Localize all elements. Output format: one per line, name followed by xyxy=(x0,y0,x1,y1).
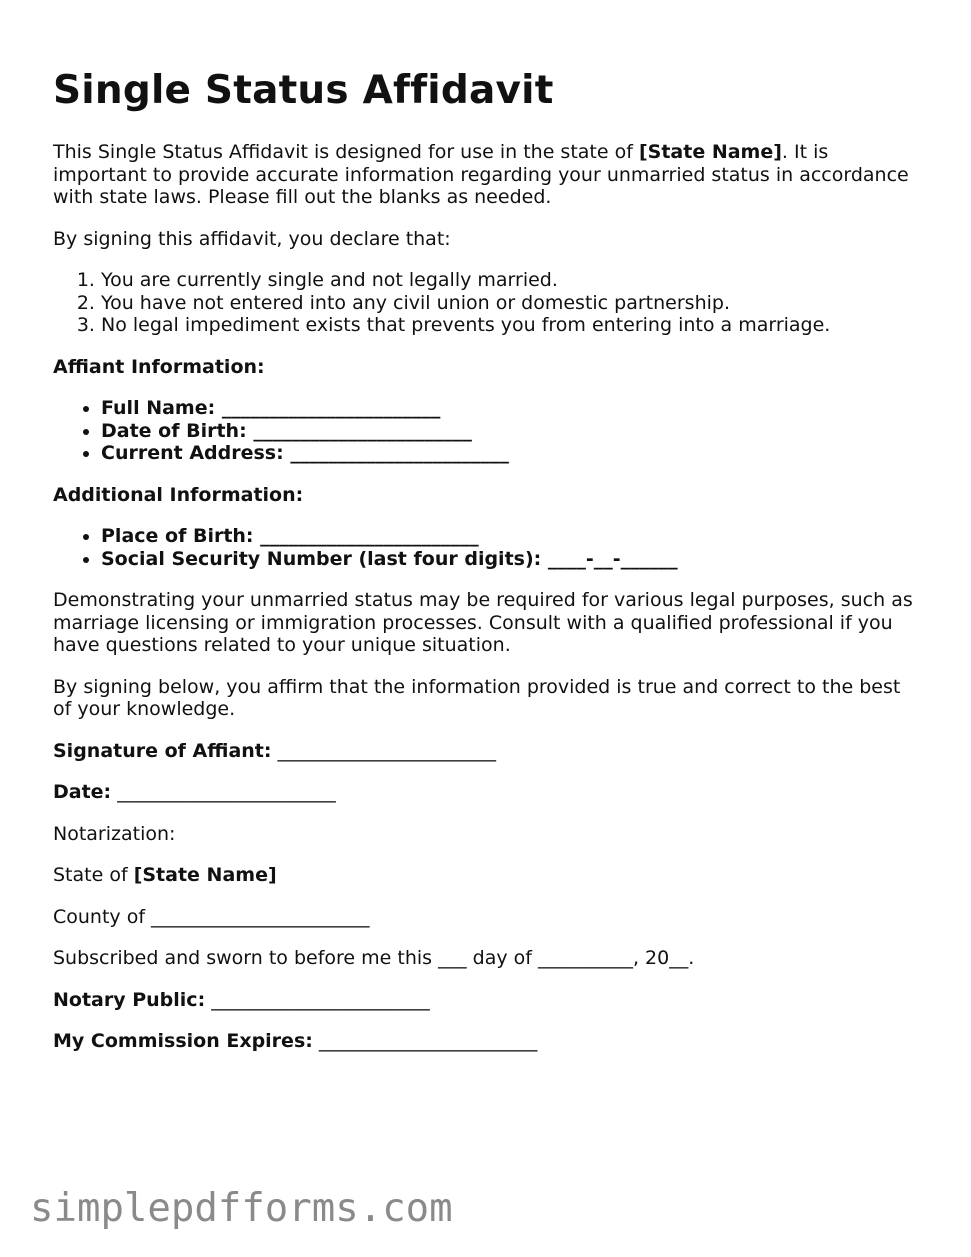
place-of-birth-field[interactable]: • Place of Birth: _______________________ xyxy=(101,525,923,548)
state-name-placeholder: [State Name] xyxy=(638,141,782,163)
declarations-list xyxy=(53,269,923,337)
affiant-heading: Affiant Information: xyxy=(53,355,265,378)
declare-intro: By signing this affidavit, you declare that: xyxy=(53,227,451,250)
additional-heading: Additional Information: xyxy=(53,483,304,506)
state-line: State of [State Name] xyxy=(53,864,277,886)
declaration-item: 1. You are currently single and not legally married. xyxy=(101,269,923,292)
document-page xyxy=(53,68,923,1072)
date-of-birth-field[interactable]: • Date of Birth: _______________________ xyxy=(101,420,923,443)
watermark: simplepdfforms.com xyxy=(30,1186,453,1231)
ssn-field[interactable]: • Social Security Number (last four digits): ____-__-______ xyxy=(101,548,923,571)
notarization-label: Notarization: xyxy=(53,822,176,845)
signature-field[interactable]: Signature of Affiant: _______________________ xyxy=(53,739,497,762)
affiant-fields-list xyxy=(53,397,923,465)
affirm-paragraph: By signing below, you affirm that the information provided is true and correct to the best of your knowledge. xyxy=(53,675,901,720)
full-name-field[interactable]: • Full Name: _______________________ xyxy=(101,397,923,420)
current-address-field[interactable]: • Current Address: _______________________ xyxy=(101,442,923,465)
additional-fields-list xyxy=(53,525,923,570)
county-field[interactable]: County of _______________________ xyxy=(53,905,370,928)
intro-paragraph: This Single Status Affidavit is designed for use in the state of [State Name]. It is important to provide accurate information regarding your unmarried status in accordance with state laws. Please fill out the blanks as needed. xyxy=(53,141,909,208)
notary-public-field[interactable]: Notary Public: _______________________ xyxy=(53,988,430,1011)
sworn-line[interactable]: Subscribed and sworn to before me this ___ day of __________, 20__. xyxy=(53,947,695,969)
document-title: Single Status Affidavit xyxy=(53,68,554,113)
declaration-item: 3. No legal impediment exists that prevents you from entering into a marriage. xyxy=(101,314,923,337)
date-field[interactable]: Date: _______________________ xyxy=(53,781,336,803)
purpose-paragraph: Demonstrating your unmarried status may be required for various legal purposes, such as marriage licensing or immigration processes. Consult with a qualified professional if you have questions related to your unique situation. xyxy=(53,589,913,656)
declaration-item: 2. You have not entered into any civil union or domestic partnership. xyxy=(101,292,923,315)
commission-expires-field[interactable]: My Commission Expires: _______________________ xyxy=(53,1030,538,1052)
